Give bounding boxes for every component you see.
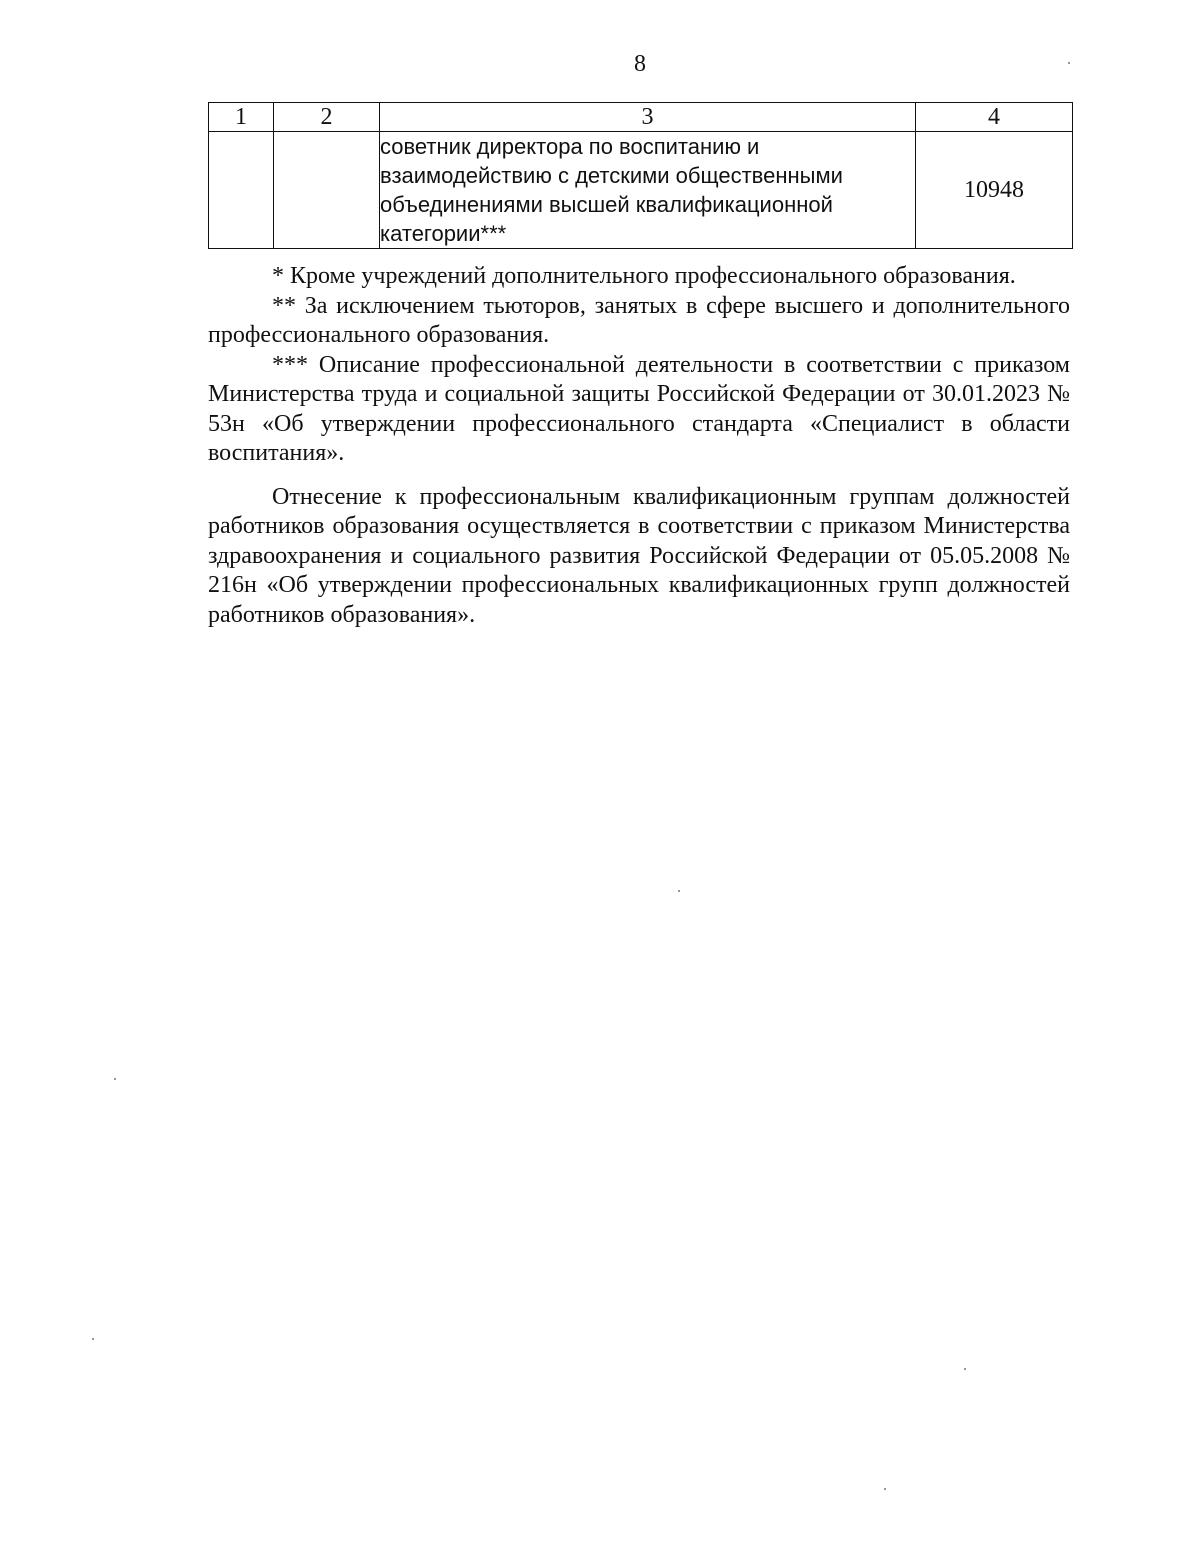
table-row — [209, 132, 1073, 249]
table-header-row — [209, 103, 1073, 132]
classification-paragraph: Отнесение к профессиональным квалификационным группам должностей работников образования осуществляется в соответствии с приказом Министерства здравоохранения и социального развития Российской Федерации от 05.05.2008 № 216н «Об утверждении профессиональных квалификационных групп должностей работников образования». — [208, 483, 1070, 628]
table-cell-col1 — [209, 132, 274, 249]
scan-speck — [114, 1078, 116, 1080]
scan-speck — [92, 1338, 94, 1340]
scan-speck — [884, 1488, 886, 1490]
column-header-2: 2 — [274, 103, 380, 132]
scan-speck — [1068, 62, 1070, 64]
page-number: 8 — [634, 51, 646, 77]
footnote-1: * Кроме учреждений дополнительного профессионального образования. — [272, 263, 1016, 289]
data-table — [208, 102, 1073, 249]
position-name-cell: советник директора по воспитанию и взаимодействию с детскими общественными объединениями высшей квалификационной категории*** — [380, 132, 916, 249]
footnote-3: *** Описание профессиональной деятельности в соответствии с приказом Министерства труда и социальной защиты Российской Федерации от 30.01.2023 № 53н «Об утверждении профессионального стандарта «Специалист в области воспитания». — [208, 351, 1070, 466]
salary-value-cell: 10948 — [916, 132, 1073, 249]
column-header-4: 4 — [916, 103, 1073, 132]
scan-speck — [964, 1368, 966, 1370]
footnotes-section — [208, 262, 1070, 630]
footnote-2: ** За исключением тьюторов, занятых в сфере высшего и дополнительного профессионального образования. — [208, 292, 1070, 348]
column-header-3: 3 — [380, 103, 916, 132]
column-header-1: 1 — [209, 103, 274, 132]
table-cell-col2 — [274, 132, 380, 249]
scan-speck — [678, 890, 680, 892]
